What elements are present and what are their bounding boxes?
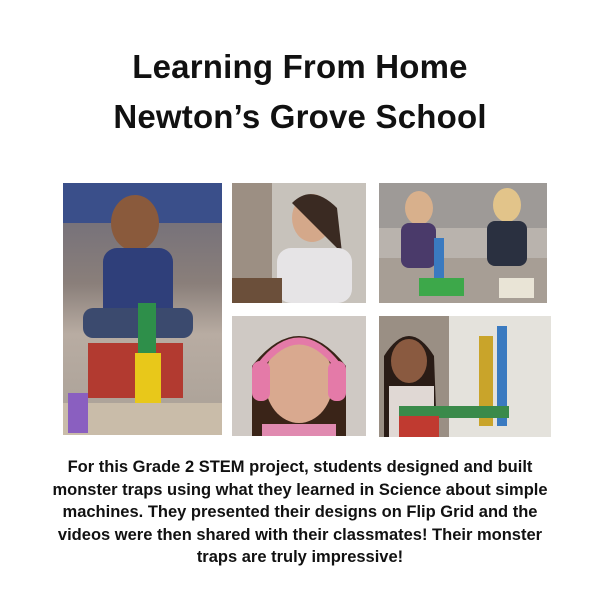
photo-student-lego-tower-image bbox=[379, 316, 551, 437]
caption bbox=[20, 456, 580, 569]
photo-student-pink-headphones-image bbox=[232, 316, 366, 436]
photo-student-at-table bbox=[232, 183, 366, 303]
photo-children-building-lego-image bbox=[379, 183, 547, 303]
caption-line: machines. They presented their designs on Flip Grid and the bbox=[62, 503, 538, 521]
photo-student-lego-tower bbox=[379, 316, 551, 437]
photo-student-at-table-image bbox=[232, 183, 366, 303]
photo-student-monster-trap-image bbox=[63, 183, 222, 435]
caption-line: For this Grade 2 STEM project, students designed and built bbox=[67, 458, 533, 476]
caption-line: monster traps using what they learned in Science about simple bbox=[52, 480, 548, 499]
title-line-1: Learning From Home bbox=[132, 48, 468, 85]
caption-line: videos were then shared with their classmates! Their monster bbox=[57, 525, 543, 544]
photo-children-building-lego bbox=[379, 183, 547, 303]
caption-line: traps are truly impressive! bbox=[196, 548, 404, 566]
photo-student-monster-trap bbox=[63, 183, 222, 435]
photo-student-pink-headphones bbox=[232, 316, 366, 436]
title-line-2: Newton’s Grove School bbox=[113, 98, 487, 135]
